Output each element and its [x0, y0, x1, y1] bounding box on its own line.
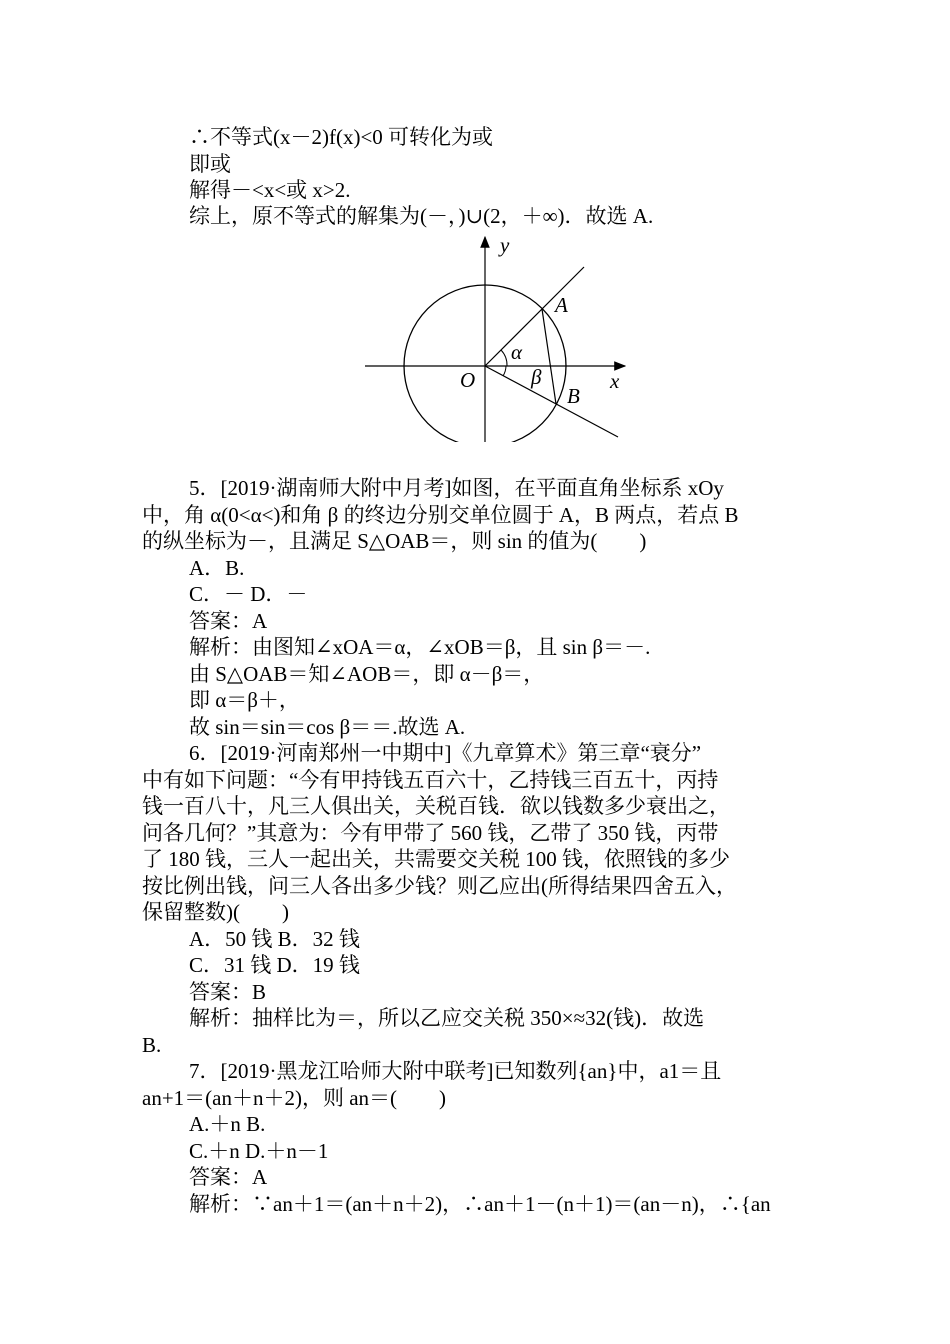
text-line-14: 故 sin＝sin＝cos β＝＝.故选 A. [189, 715, 466, 739]
text-line-20: 按比例出钱，问三人各出多少钱？则乙应出(所得结果四舍五入， [142, 874, 737, 898]
text-line-2: 即或 [189, 152, 231, 176]
label-beta: β [531, 365, 542, 389]
text-line-21: 保留整数)( ) [142, 900, 289, 924]
text-line-9: C．－ D．－ [189, 582, 308, 606]
text-line-4: 综上，原不等式的解集为(－，)∪(2，＋∞)．故选 A. [189, 204, 654, 228]
label-point-b: B [567, 384, 580, 408]
text-line-29: A.＋n B. [189, 1112, 266, 1136]
text-line-11: 解析：由图知∠xOA＝α，∠xOB＝β，且 sin β＝－. [189, 635, 651, 659]
text-line-16: 中有如下问题：“今有甲持钱五百六十，乙持钱三百五十，丙持 [142, 768, 719, 792]
text-line-12: 由 S△OAB＝知∠AOB＝，即 α－β＝， [189, 662, 545, 686]
text-line-28: an+1＝(an＋n＋2)，则 an＝( ) [142, 1086, 447, 1110]
text-line-26: B. [142, 1033, 162, 1057]
text-line-18: 问各几何？”其意为：今有甲带了 560 钱，乙带了 350 钱，丙带 [142, 821, 719, 845]
text-line-15: 6．[2019·河南郑州一中期中]《九章算术》第三章“衰分” [189, 741, 702, 765]
text-line-19: 了 180 钱，三人一起出关，共需要交关税 100 钱，依照钱的多少 [142, 847, 730, 871]
unit-circle-diagram [360, 232, 630, 442]
text-line-27: 7．[2019·黑龙江哈师大附中联考]已知数列{an}中，a1＝且 [189, 1059, 722, 1083]
text-line-10: 答案：A [189, 609, 268, 633]
label-point-a: A [555, 293, 568, 317]
text-line-3: 解得－<x<或 x>2. [189, 178, 351, 202]
label-alpha: α [511, 340, 523, 364]
terminal-side-alpha [485, 267, 584, 366]
beta-arc [503, 366, 506, 376]
text-line-6: 中，角 α(0<α<)和角 β 的终边分别交单位圆于 A，B 两点，若点 B [142, 503, 739, 527]
text-line-22: A．50 钱 B．32 钱 [189, 927, 360, 951]
unit-circle-figure [360, 232, 630, 442]
alpha-arc [501, 350, 507, 366]
text-line-8: A．B. [189, 556, 245, 580]
text-line-7: 的纵坐标为－，且满足 S△OAB＝，则 sin 的值为( ) [142, 529, 647, 553]
text-line-17: 钱一百八十，凡三人俱出关，关税百钱．欲以钱数多少衰出之， [142, 794, 730, 818]
label-y: y [500, 233, 510, 257]
text-line-32: 解析：∵an＋1＝(an＋n＋2)，∴an＋1－(n＋1)＝(an－n)，∴{an [189, 1192, 771, 1216]
text-line-25: 解析：抽样比为＝，所以乙应交关税 350×≈32(钱)．故选 [189, 1006, 705, 1030]
label-origin: O [460, 368, 476, 392]
text-line-24: 答案：B [189, 980, 267, 1004]
text-line-23: C．31 钱 D．19 钱 [189, 953, 360, 977]
text-line-1: ∴不等式(x－2)f(x)<0 可转化为或 [189, 125, 494, 149]
label-x: x [610, 369, 620, 393]
text-line-31: 答案：A [189, 1165, 268, 1189]
text-line-30: C.＋n D.＋n－1 [189, 1139, 329, 1163]
text-line-13: 即 α＝β＋， [189, 688, 300, 712]
text-line-5: 5．[2019·湖南师大附中月考]如图，在平面直角坐标系 xOy [189, 476, 724, 500]
